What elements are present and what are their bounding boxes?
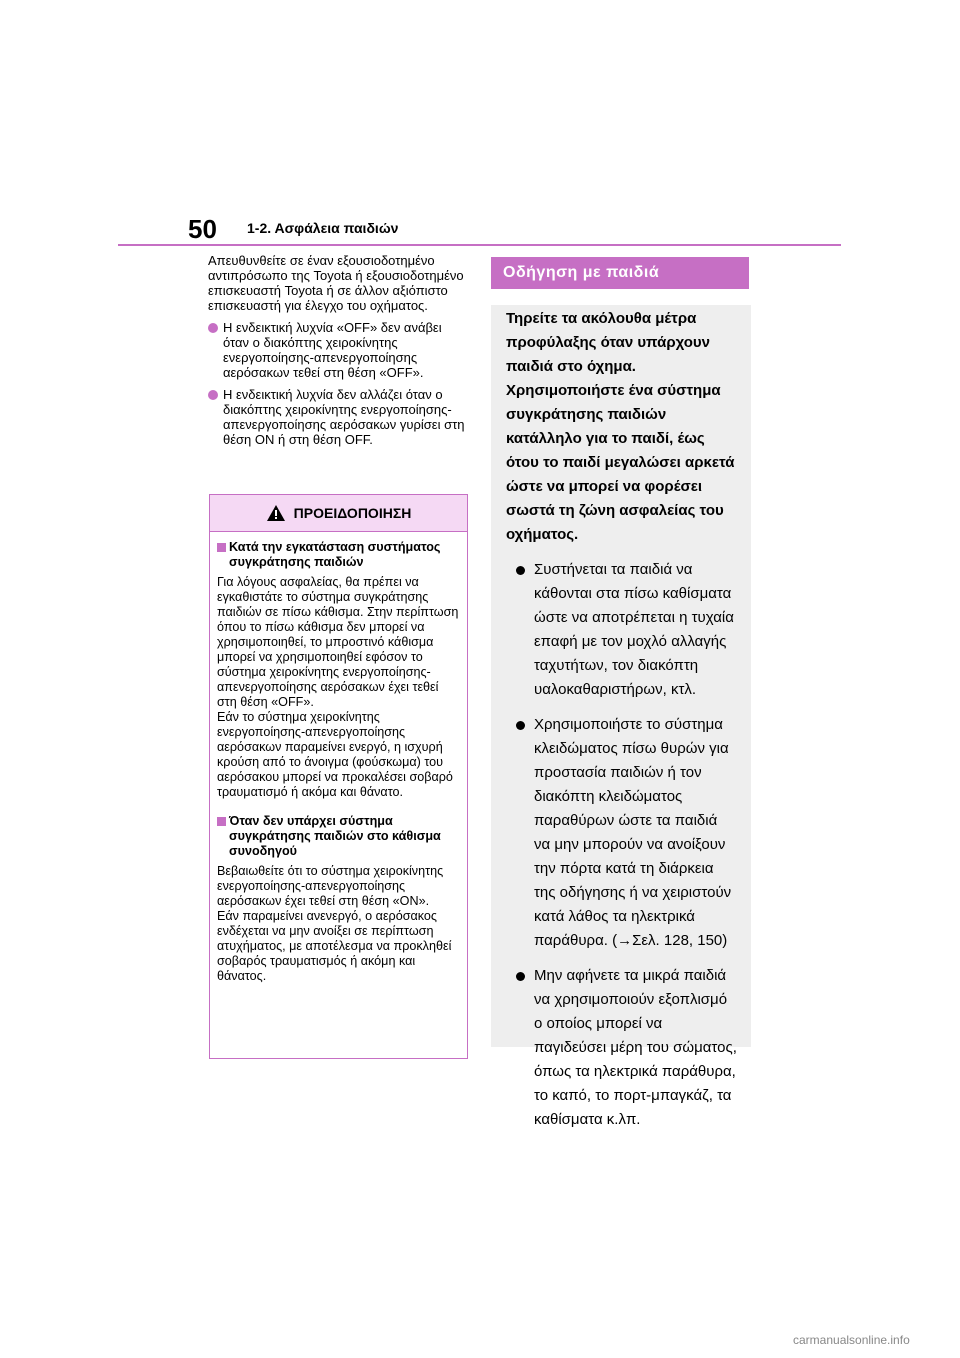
warning-section-heading	[217, 814, 460, 859]
section-title: 1-2. Ασφάλεια παιδιών	[247, 220, 399, 236]
square-bullet-icon	[217, 817, 226, 826]
right-bullet-text: Συστήνεται τα παιδιά να κάθονται στα πίσω καθίσματα ώστε να αποτρέπεται η τυχαία επαφή με τον μοχλό αλλαγής ταχυτήτων, τον διακόπτη υαλοκαθαριστήρων, κτλ.	[534, 561, 734, 698]
left-intro-text: Απευθυνθείτε σε έναν εξουσιοδοτημένο αντιπρόσωπο της Toyota ή εξουσιοδοτημένο επισκευαστή Toyota ή σε άλλον αξιόπιστο επισκευαστή για έλεγχο του οχήματος.	[208, 253, 464, 313]
right-intro-text: Τηρείτε τα ακόλουθα μέτρα προφύλαξης όταν υπάρχουν παιδιά στο όχημα. Χρησιμοποιήστε ένα σύστημα συγκράτησης παιδιών κατάλληλο για το παιδί, έως ότου το παιδί μεγαλώσει αρκετά ώστε να μπορεί να φορέσει σωστά τη ζώνη ασφαλείας του οχήματος.	[506, 310, 735, 543]
warning-box	[209, 494, 468, 1059]
right-bullet-text: Χρησιμοποιήστε το σύστημα κλειδώματος πίσω θυρών για προστασία παιδιών ή τον διακόπτη κλειδώματος παραθύρων ώστε τα παιδιά να μην μπορούν να ανοίξουν την πόρτα κατά τη διάρκεια της οδήγησης ή να χειριστούν κατά λάθος τα ηλεκτρικά παράθυρα. (→Σελ. 128, 150)	[534, 716, 732, 949]
left-column	[208, 253, 470, 454]
warning-heading-text: Κατά την εγκατάσταση συστήματος συγκράτησης παιδιών	[229, 540, 441, 569]
warning-heading-text: Όταν δεν υπάρχει σύστημα συγκράτησης παιδιών στο κάθισμα συνοδηγού	[229, 814, 441, 858]
page-number: 50	[188, 214, 217, 244]
header-divider	[118, 244, 841, 246]
left-bullet-item	[208, 320, 470, 380]
warning-body	[210, 532, 467, 984]
warning-title: ΠΡΟΕΙΔΟΠΟΙΗΣΗ	[293, 505, 412, 521]
bullet-dot-icon	[516, 721, 525, 730]
warning-section-text: Για λόγους ασφαλείας, θα πρέπει να εγκαθιστάτε το σύστημα συγκράτησης παιδιών σε πίσω κάθισμα. Στην περίπτωση όπου το πίσω κάθισμα δεν μπορεί να χρησιμοποιηθεί, το μπροστινό κάθισμα μπορεί να χρησιμοποιηθεί εφόσον το σύστημα χειροκίνητης ενεργοποίησης-απενεργοποίησης αερόσακων έχει τεθεί στη θέση «OFF». Εάν το σύστημα χειροκίνητης ενεργοποίησης-απενεργοποίησης αερόσακων παραμείνει ενεργό, η ισχυρή κρούση από το άνοιγμα (φούσκωμα) του αερόσακου μπορεί να προκαλέσει σοβαρό τραυματισμό ή ακόμα και θάνατο.	[217, 575, 459, 799]
right-bullet-item	[506, 964, 737, 1132]
bullet-dot-icon	[516, 566, 525, 575]
right-bullet-text: Μην αφήνετε τα μικρά παιδιά να χρησιμοποιούν εξοπλισμό ο οποίος μπορεί να παγιδεύσει μέρη του σώματος, όπως τα ηλεκτρικά παράθυρα, το καπό, το πορτ-μπαγκάζ, τα καθίσματα κ.λπ.	[534, 967, 737, 1128]
warning-triangle-icon	[266, 504, 286, 522]
warning-header	[210, 495, 467, 532]
square-bullet-icon	[217, 543, 226, 552]
driving-with-children-header: Οδήγηση με παιδιά	[491, 257, 749, 289]
bullet-dot-icon	[516, 972, 525, 981]
bullet-dot-icon	[208, 323, 218, 333]
bullet-dot-icon	[208, 390, 218, 400]
watermark-text: carmanualsonline.info	[793, 1333, 910, 1347]
driving-with-children-box	[491, 305, 751, 1128]
right-bullet-item	[506, 713, 737, 953]
left-bullet-item	[208, 387, 470, 447]
left-bullet-text: Η ενδεικτική λυχνία δεν αλλάζει όταν ο διακόπτης χειροκίνητης ενεργοποίησης-απενεργοποίησης αερόσακων γυρίσει στη θέση ON ή στη θέση OFF.	[223, 387, 465, 447]
right-bullet-item	[506, 558, 737, 702]
warning-section-text: Βεβαιωθείτε ότι το σύστημα χειροκίνητης ενεργοποίησης-απενεργοποίησης αερόσακων έχει τεθεί στη θέση «ON». Εάν παραμείνει ανενεργό, ο αερόσακος ενδέχεται να μην ανοίξει σε περίπτωση ατυχήματος, με αποτέλεσμα να προκληθεί σοβαρός τραυματισμός ή ακόμη και θάνατος.	[217, 864, 452, 983]
left-bullet-text: Η ενδεικτική λυχνία «OFF» δεν ανάβει όταν ο διακόπτης χειροκίνητης ενεργοποίησης-απενεργοποίησης αερόσακων τεθεί στη θέση «OFF».	[223, 320, 442, 380]
warning-section-heading	[217, 540, 460, 570]
